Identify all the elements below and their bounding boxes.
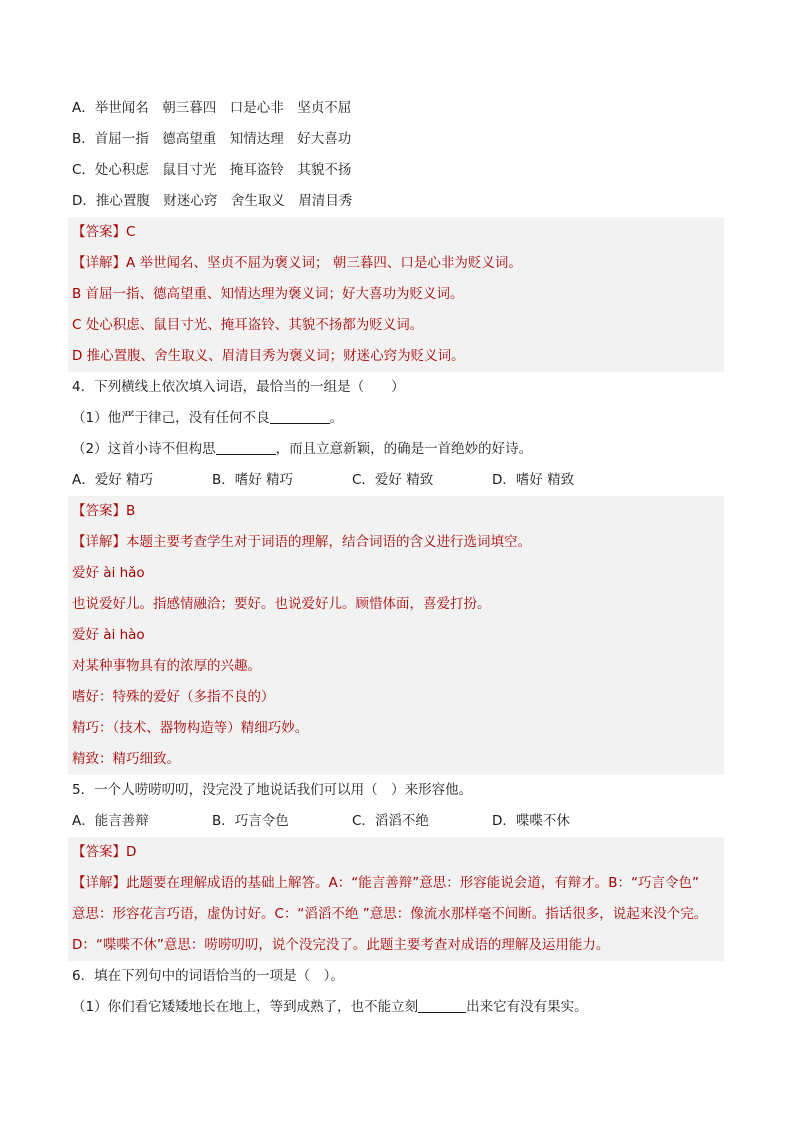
- q4-stem: 4．下列横线上依次填入词语，最恰当的一组是（ ）: [72, 379, 405, 395]
- fill-blank: [270, 405, 330, 424]
- q3-answer-detail: D 推心置腹、舍生取义、眉清目秀为褒义词；财迷心窍为贬义词。: [68, 341, 724, 372]
- q4-option-c: C．爱好 精致: [352, 472, 434, 488]
- q4-option-b: B．嗜好 精巧: [212, 472, 294, 488]
- q4-answer-detail: 【详解】本题主要考查学生对于词语的理解，结合词语的含义进行选词填空。: [68, 527, 724, 558]
- q4-answer-line: 爱好 ài hǎo: [68, 558, 724, 589]
- q3-answer-detail: B 首屈一指、德高望重、知情达理为褒义词；好大喜功为贬义词。: [68, 279, 724, 310]
- q4-answer-label: 【答案】B: [68, 496, 724, 527]
- q4-answer-line: 精巧：（技术、器物构造等）精细巧妙。: [68, 713, 724, 744]
- q6-sentence-1-end: 出来它有没有果实。: [466, 999, 588, 1015]
- q4-sentence-2: [68, 434, 724, 465]
- q6-sentence-1: [68, 992, 724, 1023]
- q5-option-c: C．滔滔不绝: [352, 813, 429, 829]
- q6-stem: 6．填在下列句中的词语恰当的一项是（ ）。: [72, 968, 344, 984]
- q4-options: [68, 465, 724, 496]
- q5-option-b: B．巧言令色: [212, 813, 289, 829]
- q3-answer-label: 【答案】C: [68, 217, 724, 248]
- q4-sentence-2-text: （2）这首小诗不但构思: [72, 441, 216, 457]
- q4-sentence-2-end: ，而且立意新颖，的确是一首绝妙的好诗。: [275, 441, 533, 457]
- document-content: [68, 93, 724, 1023]
- q4-option-a: A．爱好 精巧: [72, 472, 154, 488]
- q5-option-d: D．喋喋不休: [492, 813, 570, 829]
- q5-stem: 5．一个人唠唠叨叨，没完没了地说话我们可以用（ ）来形容他。: [72, 782, 473, 798]
- q4-answer-line: 嗜好：特殊的爱好（多指不良的）: [68, 682, 724, 713]
- q4-sentence-1-text: （1）他严于律己，没有任何不良: [72, 410, 270, 426]
- q6-sentence-1-text: （1）你们看它矮矮地长在地上，等到成熟了，也不能立刻: [72, 999, 419, 1015]
- q5-options: [68, 806, 724, 837]
- q4-sentence-1: [68, 403, 724, 434]
- q3-answer-detail: 【详解】A 举世闻名、坚贞不屈为褒义词； 朝三暮四、口是心非为贬义词。: [68, 248, 724, 279]
- q5-answer-label: 【答案】D: [68, 837, 724, 868]
- q5-answer-detail: 【详解】此题要在理解成语的基础上解答。A：“能言善辩”意思：形容能说会道，有辩才。B：“巧言令色”: [68, 868, 724, 899]
- q4-option-d: D．嗜好 精致: [492, 472, 575, 488]
- fill-blank: [216, 436, 276, 455]
- q5-answer-detail: 意思：形容花言巧语，虚伪讨好。C：“滔滔不绝 ”意思：像流水那样毫不间断。指话很多，说起来没个完。: [68, 899, 724, 930]
- fill-blank: [418, 994, 466, 1013]
- q3-option-a: A．举世闻名 朝三暮四 口是心非 坚贞不屈: [72, 100, 352, 116]
- q3-answer-detail: C 处心积虑、鼠目寸光、掩耳盗铃、其貌不扬都为贬义词。: [68, 310, 724, 341]
- q3-option-d: D．推心置腹 财迷心窍 舍生取义 眉清目秀: [72, 193, 353, 209]
- q4-sentence-1-end: 。: [329, 410, 344, 426]
- q4-answer-line: 也说爱好儿。指感情融洽；要好。也说爱好儿。顾惜体面，喜爱打扮。: [68, 589, 724, 620]
- q4-answer-line: 对某种事物具有的浓厚的兴趣。: [68, 651, 724, 682]
- q4-answer-line: 爱好 ài hào: [68, 620, 724, 651]
- q5-option-a: A．能言善辩: [72, 813, 149, 829]
- q4-answer-line: 精致：精巧细致。: [68, 744, 724, 775]
- q3-option-b: B．首屈一指 德高望重 知情达理 好大喜功: [72, 131, 352, 147]
- q3-option-c: C．处心积虑 鼠目寸光 掩耳盗铃 其貌不扬: [72, 162, 352, 178]
- q5-answer-detail: D：“喋喋不休”意思：唠唠叨叨，说个没完没了。此题主要考查对成语的理解及运用能力。: [68, 930, 724, 961]
